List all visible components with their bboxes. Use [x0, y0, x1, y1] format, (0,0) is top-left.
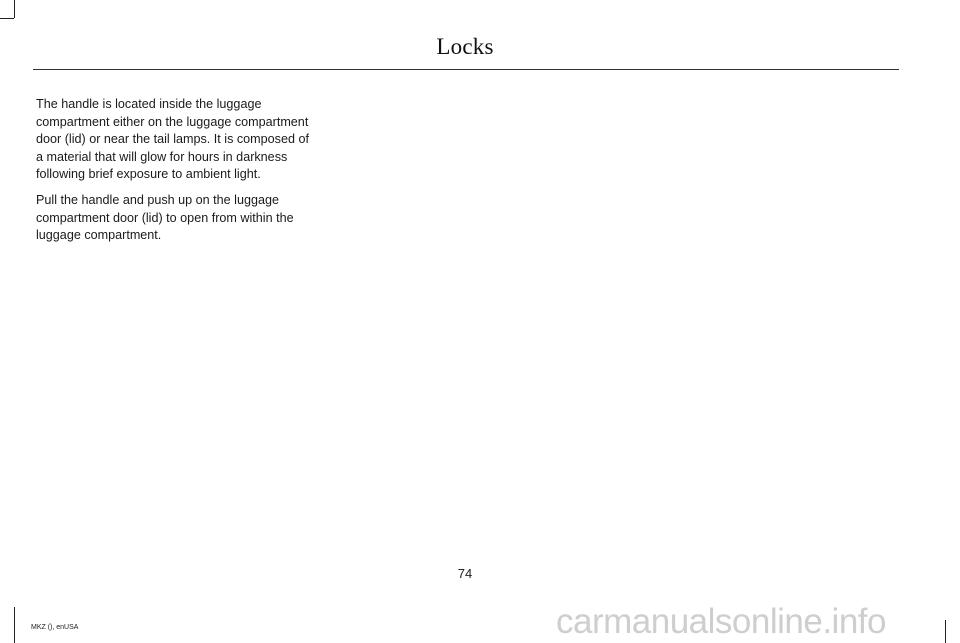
paragraph-handle-location: The handle is located inside the luggage compartment either on the luggage compartment door (lid) or near the tail lamps. It is composed of a material that will glow for hours in darkness following brief exposure to ambient light.: [36, 97, 309, 182]
crop-mark-top-left-horizontal: [0, 18, 14, 19]
body-text-column: [36, 96, 310, 253]
watermark-text: carmanualsonline.info: [556, 602, 886, 641]
title-divider: [33, 69, 899, 70]
section-title: Locks: [436, 34, 494, 59]
crop-mark-bottom-left: [14, 607, 15, 643]
paragraph-open-instructions: Pull the handle and push up on the luggage compartment door (lid) to open from within the luggage compartment.: [36, 192, 294, 243]
document-label: MKZ (), enUSA: [31, 624, 79, 631]
page-number: 74: [457, 566, 473, 581]
crop-mark-top-left-vertical: [14, 0, 15, 18]
